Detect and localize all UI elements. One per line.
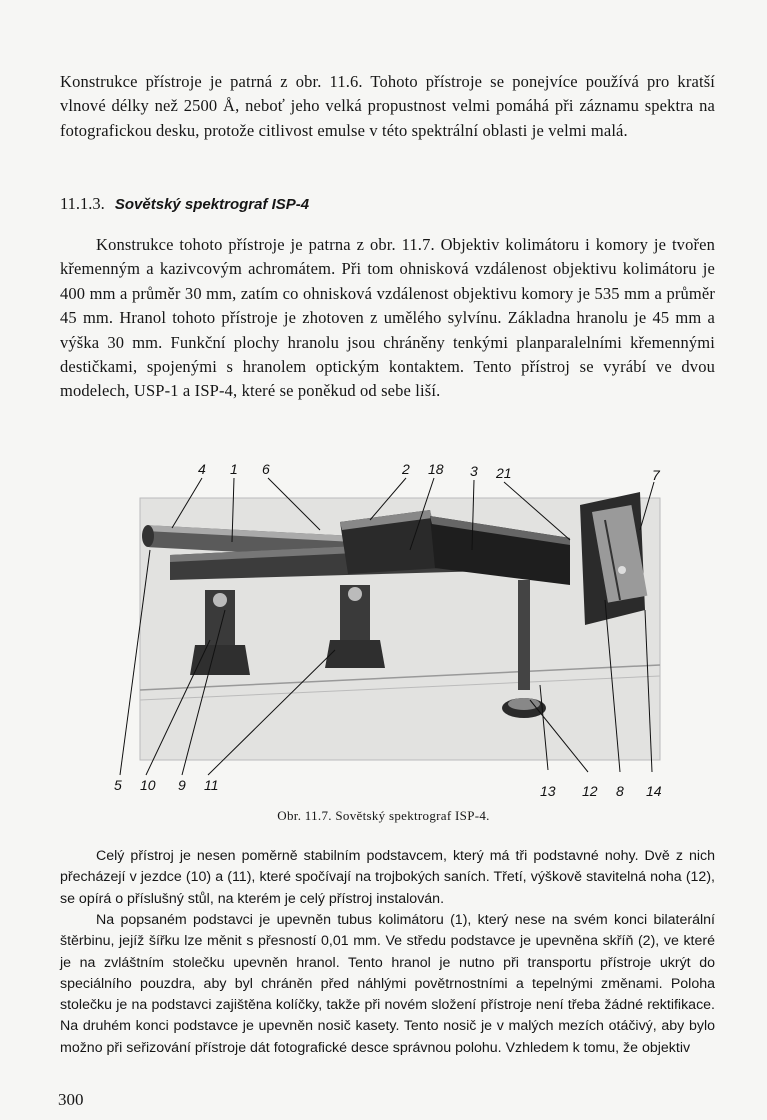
body-paragraph-2: Na popsaném podstavci je upevněn tubus kolimátoru (1), který nese na svém konci bilaterální štěrbinu, jejíž šířku lze měnit s přesností 0,01 mm. Ve středu podstavce je upevněna skříň (2), ve které je na zvláštním stolečku upevněn hranol. Tento hranol je nutno při transportu přístroje ukrýt do speciálního pouzdra, aby byl chráněn před náhlými povětrnostními a tepelnými změnami. Poloha stolečku je na podstavci zajištěna kolíčky, takže při novém složení přístroje není třeba žádné rektifikace. Na druhém konci podstavce je upevněn nosič kasety. Tento nosič je v malých mezích otáčivý, aby bylo možno při seřizování přístroje dát fotografické desce správnou polohu. Vzhledem k tomu, že objektiv: [60, 912, 715, 1056]
label-4: 4: [198, 461, 206, 477]
page-number: 300: [58, 1090, 84, 1109]
label-1: 1: [230, 461, 238, 477]
label-5: 5: [114, 777, 122, 793]
spectrograph-figure: [100, 450, 680, 810]
label-3: 3: [470, 463, 478, 479]
label-6: 6: [262, 461, 270, 477]
body-paragraph-1: Celý přístroj je nesen poměrně stabilním podstavcem, který má tři podstavné nohy. Dvě z nich přecházejí v jezdce (10) a (11), které spočívají na trojbokých saních. Třetí, výškově stavitelná noha (12), se opírá o příslušný stůl, na kterém je celý přístroj instalován.: [60, 848, 715, 907]
label-11: 11: [204, 777, 219, 793]
label-10: 10: [140, 777, 156, 793]
label-9: 9: [178, 777, 186, 793]
intro-paragraph: Konstrukce přístroje je patrná z obr. 11.6. Tohoto přístroje se ponejvíce používá pro kratší vlnové délky než 2500 Å, neboť jeho velká propustnost velmi pomáhá při záznamu spektra na fotografickou desku, protože citlivost emulse v této spektrální oblasti je velmi malá.: [60, 72, 715, 140]
label-12: 12: [582, 783, 598, 799]
figure-caption: Obr. 11.7. Sovětský spektrograf ISP-4.: [277, 808, 490, 823]
label-8: 8: [616, 783, 624, 799]
cassette-holder: [580, 492, 647, 625]
section-heading: [60, 193, 309, 216]
label-2: 2: [402, 461, 410, 477]
spectrograph-illustration: [100, 450, 680, 810]
section-number: 11.1.3.: [60, 194, 105, 213]
label-18: 18: [428, 461, 444, 477]
section-paragraph: Konstrukce tohoto přístroje je patrna z obr. 11.7. Objektiv kolimátoru i komory je tvořen křemenným a kazivcovým achromátem. Při tom ohnisková vzdálenost objektivu kolimátoru je 400 mm a průměr 30 mm, zatím co ohnisková vzdálenost objektivu komory je 535 mm a průměr 45 mm. Hranol tohoto přístroje je zhotoven z umělého sylvínu. Základna hranolu je 45 mm a výška 30 mm. Funkční plochy hranolu jsou chráněny tenkými planparalelními křemennými destičkami, spojenými s hranolem optickým kontaktem. Tento přístroj se vyrábí ve dvou modelech, USP-1 a ISP-4, které se poněkud od sebe liší.: [60, 235, 715, 401]
label-7: 7: [652, 467, 660, 483]
section-title: Sovětský spektrograf ISP-4: [114, 196, 310, 213]
label-14: 14: [646, 783, 662, 799]
label-13: 13: [540, 783, 556, 799]
label-21: 21: [496, 465, 512, 481]
